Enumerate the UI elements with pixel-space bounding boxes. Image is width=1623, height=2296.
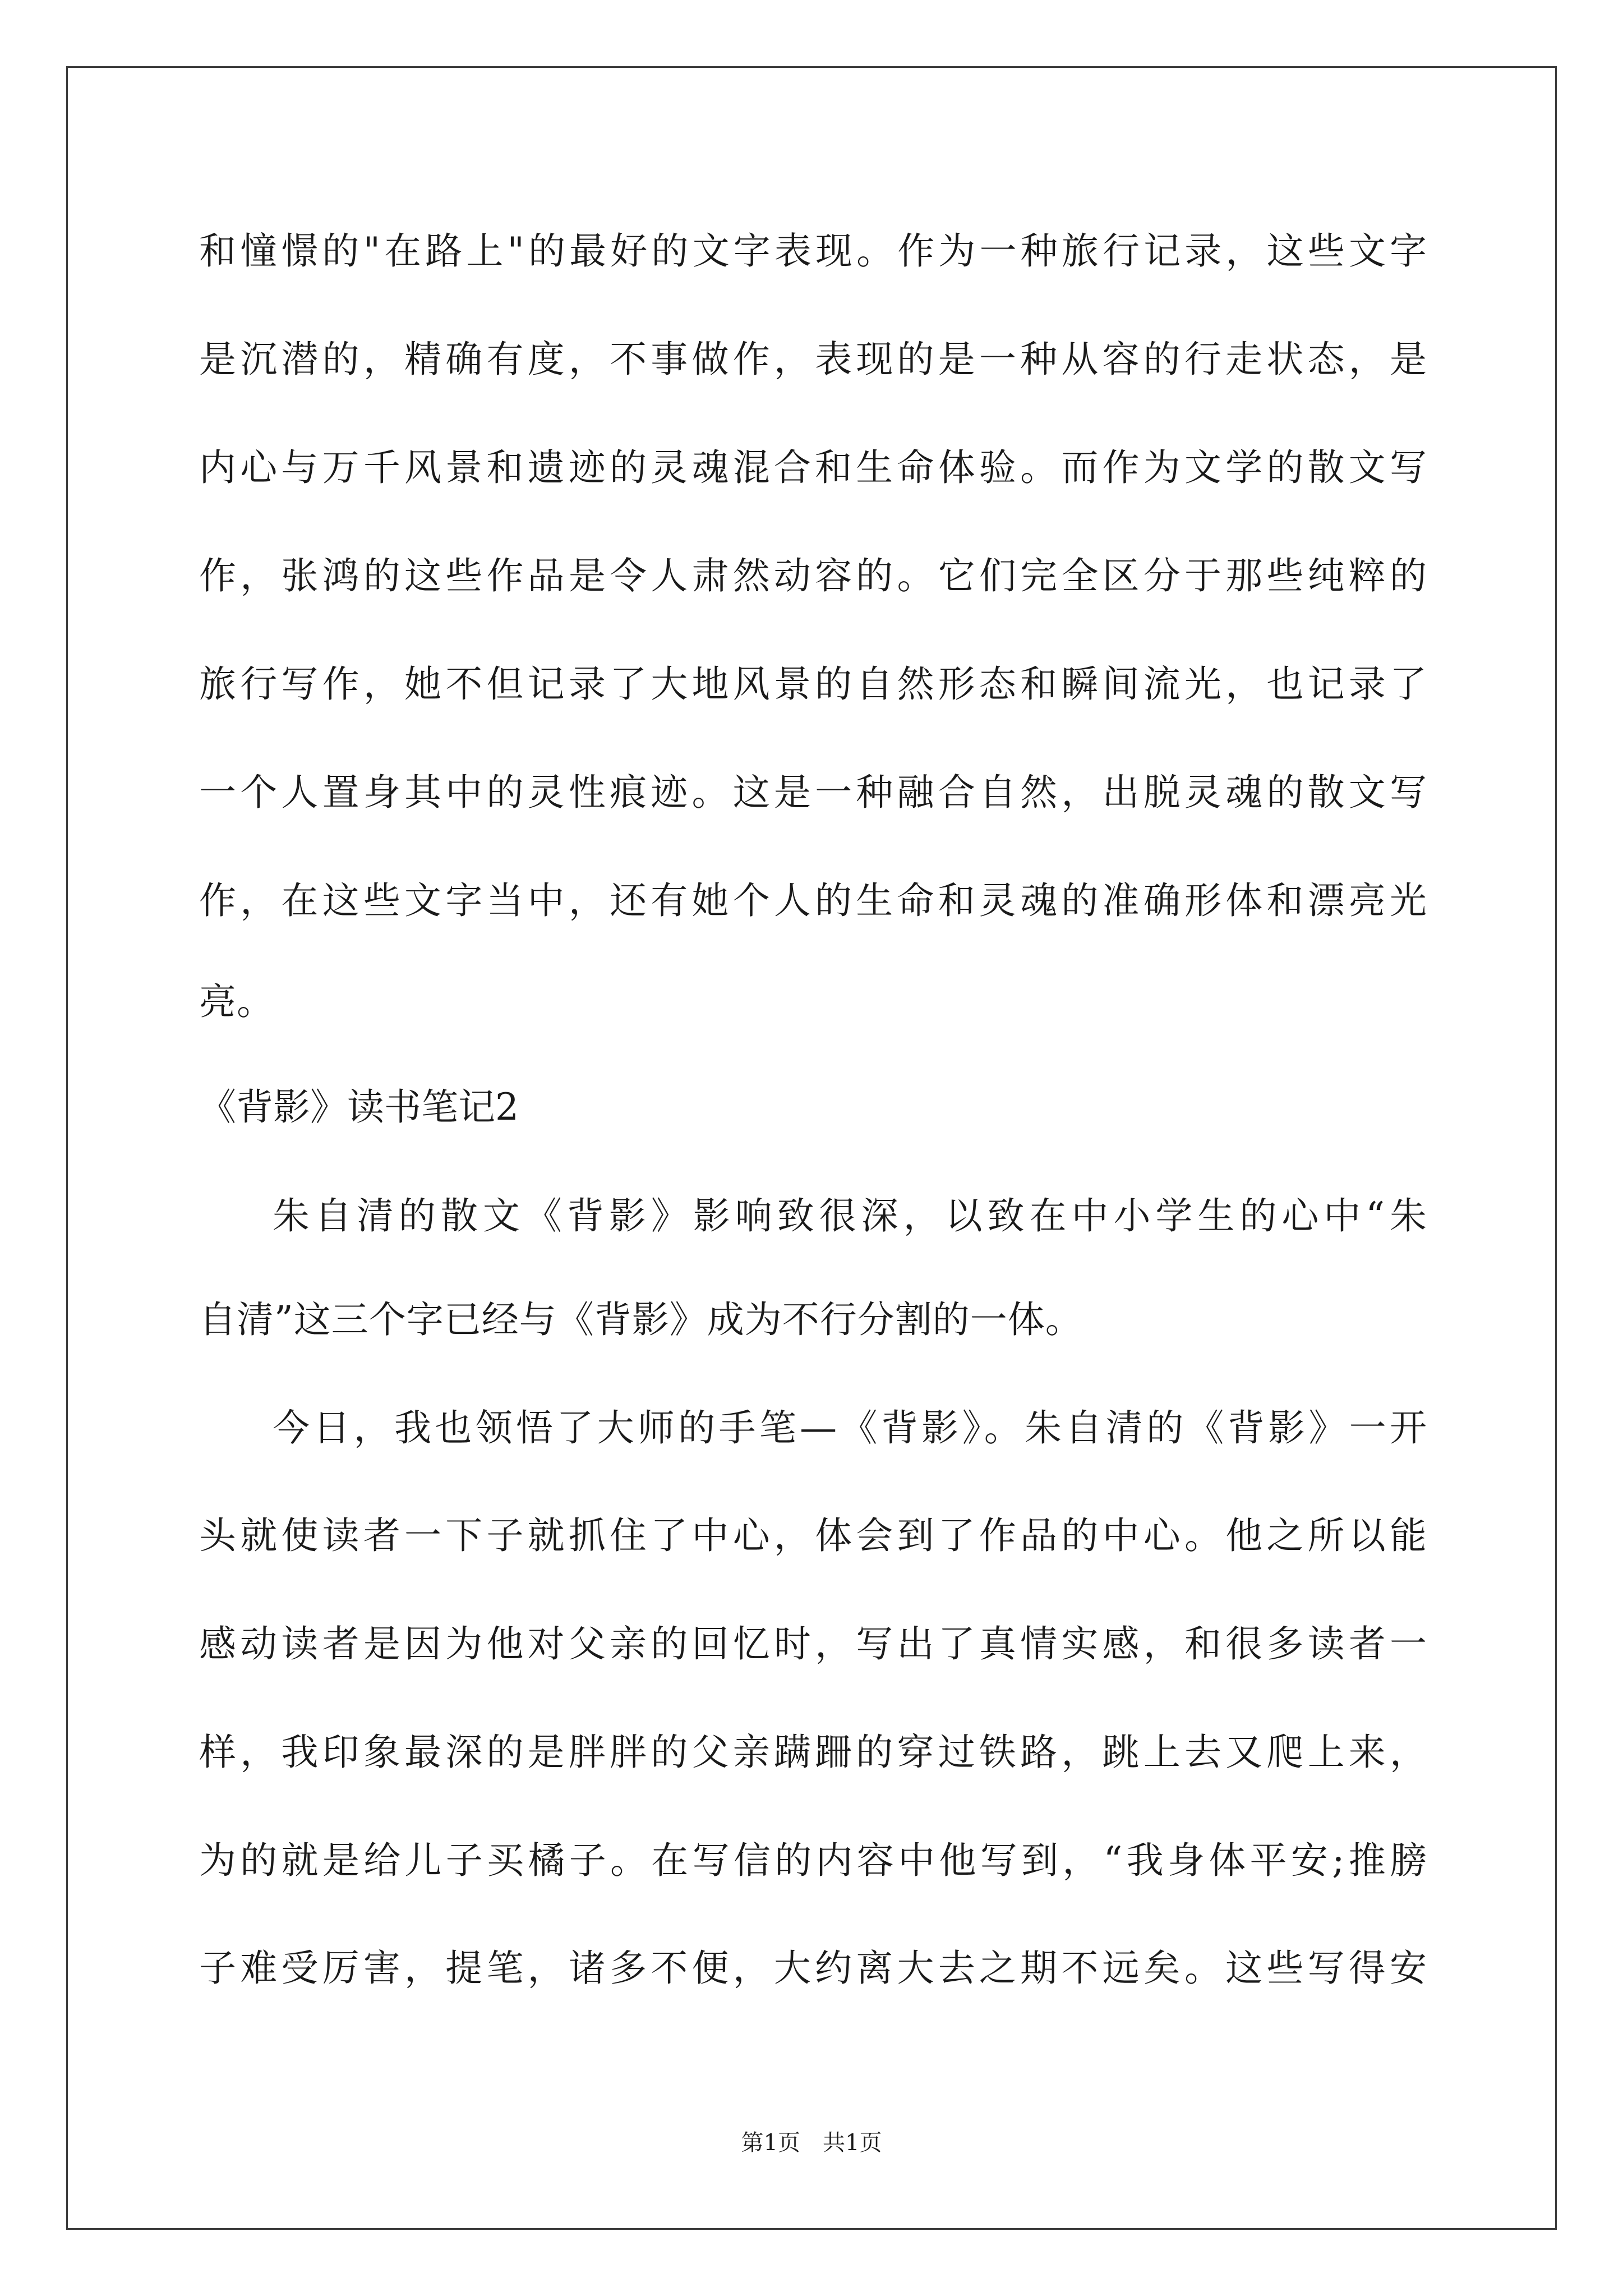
- paragraph-line: 头就使读者一下子就抓住了中心，体会到了作品的中心。他之所以能: [199, 1514, 1427, 1557]
- paragraph-line: 样，我印象最深的是胖胖的父亲蹒跚的穿过铁路，跳上去又爬上来，: [199, 1731, 1427, 1774]
- paragraph-line: 为的就是给儿子买橘子。在写信的内容中他写到，“我身体平安;推膀: [199, 1839, 1427, 1882]
- paragraph-line: 感动读者是因为他对父亲的回忆时，写出了真情实感，和很多读者一: [199, 1622, 1427, 1665]
- paragraph-line: 一个人置身其中的灵性痕迹。这是一种融合自然，出脱灵魂的散文写: [199, 771, 1427, 814]
- paragraph-line: 和憧憬的"在路上"的最好的文字表现。作为一种旅行记录，这些文字: [199, 229, 1427, 273]
- paragraph-line: 朱自清的散文《背影》影响致很深，以致在中小学生的心中“朱: [273, 1194, 1427, 1237]
- paragraph-line: 自清”这三个字已经与《背影》成为不行分割的一体。: [199, 1298, 1083, 1341]
- paragraph-line: 作，在这些文字当中，还有她个人的生命和灵魂的准确形体和漂亮光: [199, 879, 1427, 922]
- paragraph-line: 内心与万千风景和遗迹的灵魂混合和生命体验。而作为文学的散文写: [199, 446, 1427, 489]
- paragraph-line: 是沉潜的，精确有度，不事做作，表现的是一种从容的行走状态，是: [199, 338, 1427, 381]
- paragraph-line: 亮。: [199, 980, 274, 1023]
- paragraph-line: 今日，我也领悟了大师的手笔—《背影》。朱自清的《背影》一开: [273, 1406, 1427, 1450]
- page-footer: 第1页 共1页: [741, 2130, 882, 2156]
- paragraph-line: 旅行写作，她不但记录了大地风景的自然形态和瞬间流光，也记录了: [199, 662, 1427, 706]
- page-border: [66, 66, 1557, 2230]
- paragraph-line: 子难受厉害，提笔，诸多不便，大约离大去之期不远矣。这些写得安: [199, 1947, 1427, 1990]
- paragraph-line: 作，张鸿的这些作品是令人肃然动容的。它们完全区分于那些纯粹的: [199, 554, 1427, 597]
- section-heading: 《背影》读书笔记2: [199, 1085, 519, 1129]
